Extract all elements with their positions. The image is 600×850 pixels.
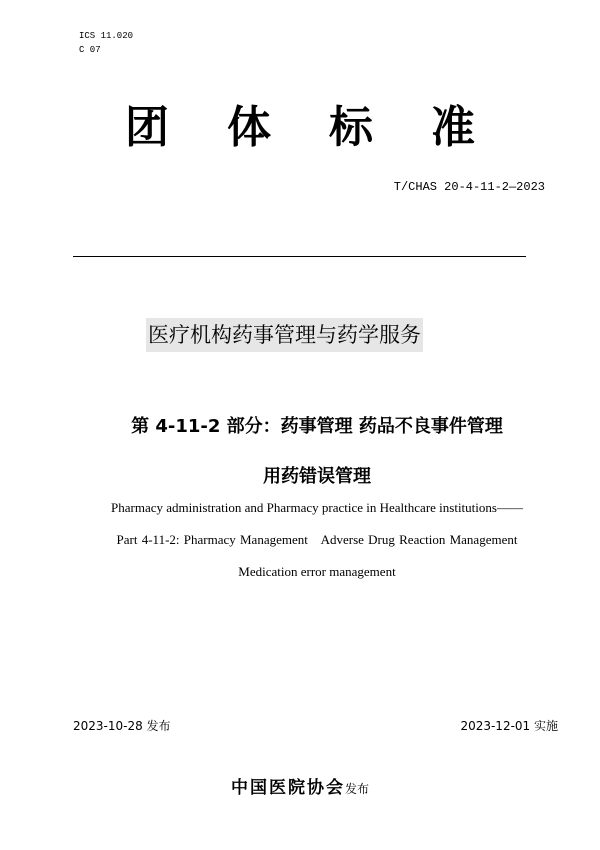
english-title-line-1: Pharmacy administration and Pharmacy practice in Healthcare institutions——: [111, 500, 523, 515]
issue-date: 2023-10-28 发布: [73, 719, 171, 733]
publisher: [0, 773, 600, 798]
ics-code: ICS 11.020: [79, 31, 134, 41]
english-title-line-2: Part 4-11-2: Pharmacy Management Adverse Drug Reaction Management: [116, 532, 518, 547]
implementation-date: 2023-12-01 实施: [460, 719, 558, 733]
publisher-name: 中国医院协会: [230, 778, 345, 798]
header-divider: [73, 256, 526, 257]
document-part-title: 第 4-11-2 部分：药事管理 药品不良事件管理: [131, 416, 503, 437]
document-main-title: 医疗机构药事管理与药学服务: [146, 318, 423, 352]
standard-type-heading: 团体标准: [125, 102, 533, 153]
publisher-suffix: 发布: [344, 782, 369, 796]
english-title-line-3: Medication error management: [238, 564, 396, 579]
standard-number: T/CHAS 20-4-11-2—2023: [393, 180, 545, 194]
document-subtitle: 用药错误管理: [263, 466, 371, 487]
ccs-code: C 07: [79, 45, 101, 55]
